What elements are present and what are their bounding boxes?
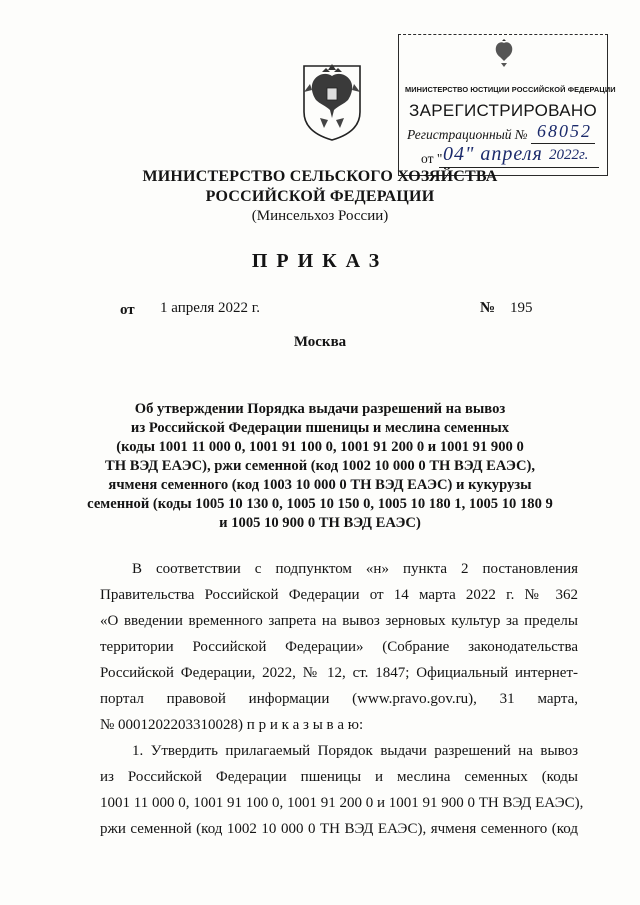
paragraph-line: «О введении временного запрета на вывоз зерновых культур за пределы (100, 613, 578, 629)
number-label: № (480, 300, 496, 316)
stamp-date-prefix: от " (421, 151, 443, 166)
title-line: (коды 1001 11 000 0, 1001 91 100 0, 1001 91 200 0 и 1001 91 900 0 (116, 439, 524, 455)
ministry-name-line1: МИНИСТЕРСТВО СЕЛЬСКОГО ХОЗЯЙСТВА (142, 168, 498, 185)
preamble-paragraph (100, 556, 578, 738)
paragraph-line: 1001 11 000 0, 1001 91 100 0, 1001 91 200 0 и 1001 91 900 0 ТН ВЭД ЕАЭС), (100, 795, 584, 811)
title-line: Об утверждении Порядка выдачи разрешений на вывоз (134, 401, 506, 417)
stamp-date-handwritten: 04" апреля (443, 143, 543, 165)
date-from-label: от (120, 302, 135, 318)
paragraph-line: портал правовой информации (www.pravo.gov.ru), 31 марта, (100, 691, 578, 707)
paragraph-line: № 0001202203310028) п р и к а з ы в а ю: (100, 717, 364, 733)
title-line: и 1005 10 900 0 ТН ВЭД ЕАЭС) (219, 515, 421, 531)
paragraph-line: Российской Федерации, 2022, № 12, ст. 1847; Официальный интернет- (100, 665, 578, 681)
title-line: ТН ВЭД ЕАЭС), ржи семенной (код 1002 10 000 0 ТН ВЭД ЕАЭС), (104, 458, 536, 474)
ministry-name-line2: РОССИЙСКОЙ ФЕДЕРАЦИИ (205, 188, 435, 205)
order-title (80, 400, 560, 533)
stamp-registered: ЗАРЕГИСТРИРОВАНО (409, 101, 597, 120)
title-line: ячменя семенного (код 1003 10 000 0 ТН ВЭД ЕАЭС) и кукурузы (108, 477, 532, 493)
state-emblem-icon (300, 62, 364, 142)
registration-stamp (398, 34, 616, 176)
clause-1-paragraph (100, 738, 584, 842)
paragraph-line: из Российской Федерации пшеницы и меслина семенных (коды (100, 769, 578, 785)
stamp-reg-label: Регистрационный № (407, 127, 528, 142)
document-type: ПРИКАЗ (251, 250, 389, 272)
ministry-short-name: (Минсельхоз России) (251, 208, 389, 224)
paragraph-line: В соответствии с подпунктом «н» пункта 2 постановления (132, 561, 578, 577)
order-number: 195 (510, 300, 533, 316)
stamp-date-year: 2022г. (549, 147, 589, 163)
city: Москва (293, 334, 347, 350)
stamp-emblem-icon (493, 39, 515, 67)
paragraph-line: ржи семенной (код 1002 10 000 0 ТН ВЭД ЕАЭС), ячменя семенного (код (100, 821, 578, 837)
stamp-reg-number: 68052 (537, 121, 592, 141)
paragraph-line: территории Российской Федерации» (Собрание законодательства (100, 639, 578, 655)
stamp-ministry: МИНИСТЕРСТВО ЮСТИЦИИ РОССИЙСКОЙ ФЕДЕРАЦИИ (405, 85, 616, 94)
paragraph-line: 1. Утвердить прилагаемый Порядок выдачи разрешений на вывоз (132, 743, 578, 759)
title-line: семенной (коды 1005 10 130 0, 1005 10 150 0, 1005 10 180 1, 1005 10 180 9 (87, 496, 553, 512)
paragraph-line: Правительства Российской Федерации от 14 марта 2022 г. № 362 (100, 587, 578, 603)
order-date: 1 апреля 2022 г. (160, 300, 260, 316)
title-line: из Российской Федерации пшеницы и меслина семенных (130, 420, 510, 436)
